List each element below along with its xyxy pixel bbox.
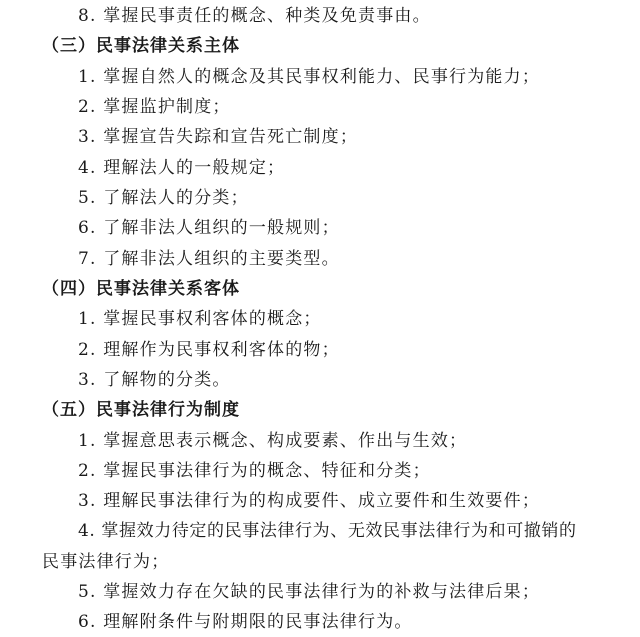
list-item: 6. 了解非法人组织的一般规则；: [78, 218, 340, 238]
list-item: 2. 掌握民事法律行为的概念、特征和分类；: [78, 461, 431, 481]
list-item: 1. 掌握自然人的概念及其民事权利能力、民事行为能力；: [78, 67, 541, 87]
list-item: 2. 掌握监护制度；: [78, 97, 231, 117]
list-item: 8. 掌握民事责任的概念、种类及免责事由。: [78, 6, 431, 26]
list-item: 5. 了解法人的分类；: [78, 188, 249, 208]
list-item: 1. 掌握民事权利客体的概念；: [78, 309, 322, 329]
list-item: 7. 了解非法人组织的主要类型。: [78, 249, 340, 269]
section-heading: （三）民事法律关系主体: [42, 36, 240, 56]
section-heading: （五）民事法律行为制度: [42, 400, 240, 420]
list-item: 6. 理解附条件与附期限的民事法律行为。: [78, 612, 413, 632]
list-item: 2. 理解作为民事权利客体的物；: [78, 340, 340, 360]
section-heading: （四）民事法律关系客体: [42, 279, 240, 299]
list-item: 3. 理解民事法律行为的构成要件、成立要件和生效要件；: [78, 491, 541, 511]
list-item: 3. 掌握宣告失踪和宣告死亡制度；: [78, 127, 359, 147]
list-item: 5. 掌握效力存在欠缺的民事法律行为的补救与法律后果；: [78, 582, 541, 602]
list-item-continuation: 民事法律行为；: [42, 552, 170, 572]
list-item: 3. 了解物的分类。: [78, 370, 231, 390]
list-item: 1. 掌握意思表示概念、构成要素、作出与生效；: [78, 431, 468, 451]
list-item: 4. 理解法人的一般规定；: [78, 158, 286, 178]
list-item: 4. 掌握效力待定的民事法律行为、无效民事法律行为和可撤销的: [78, 521, 577, 541]
